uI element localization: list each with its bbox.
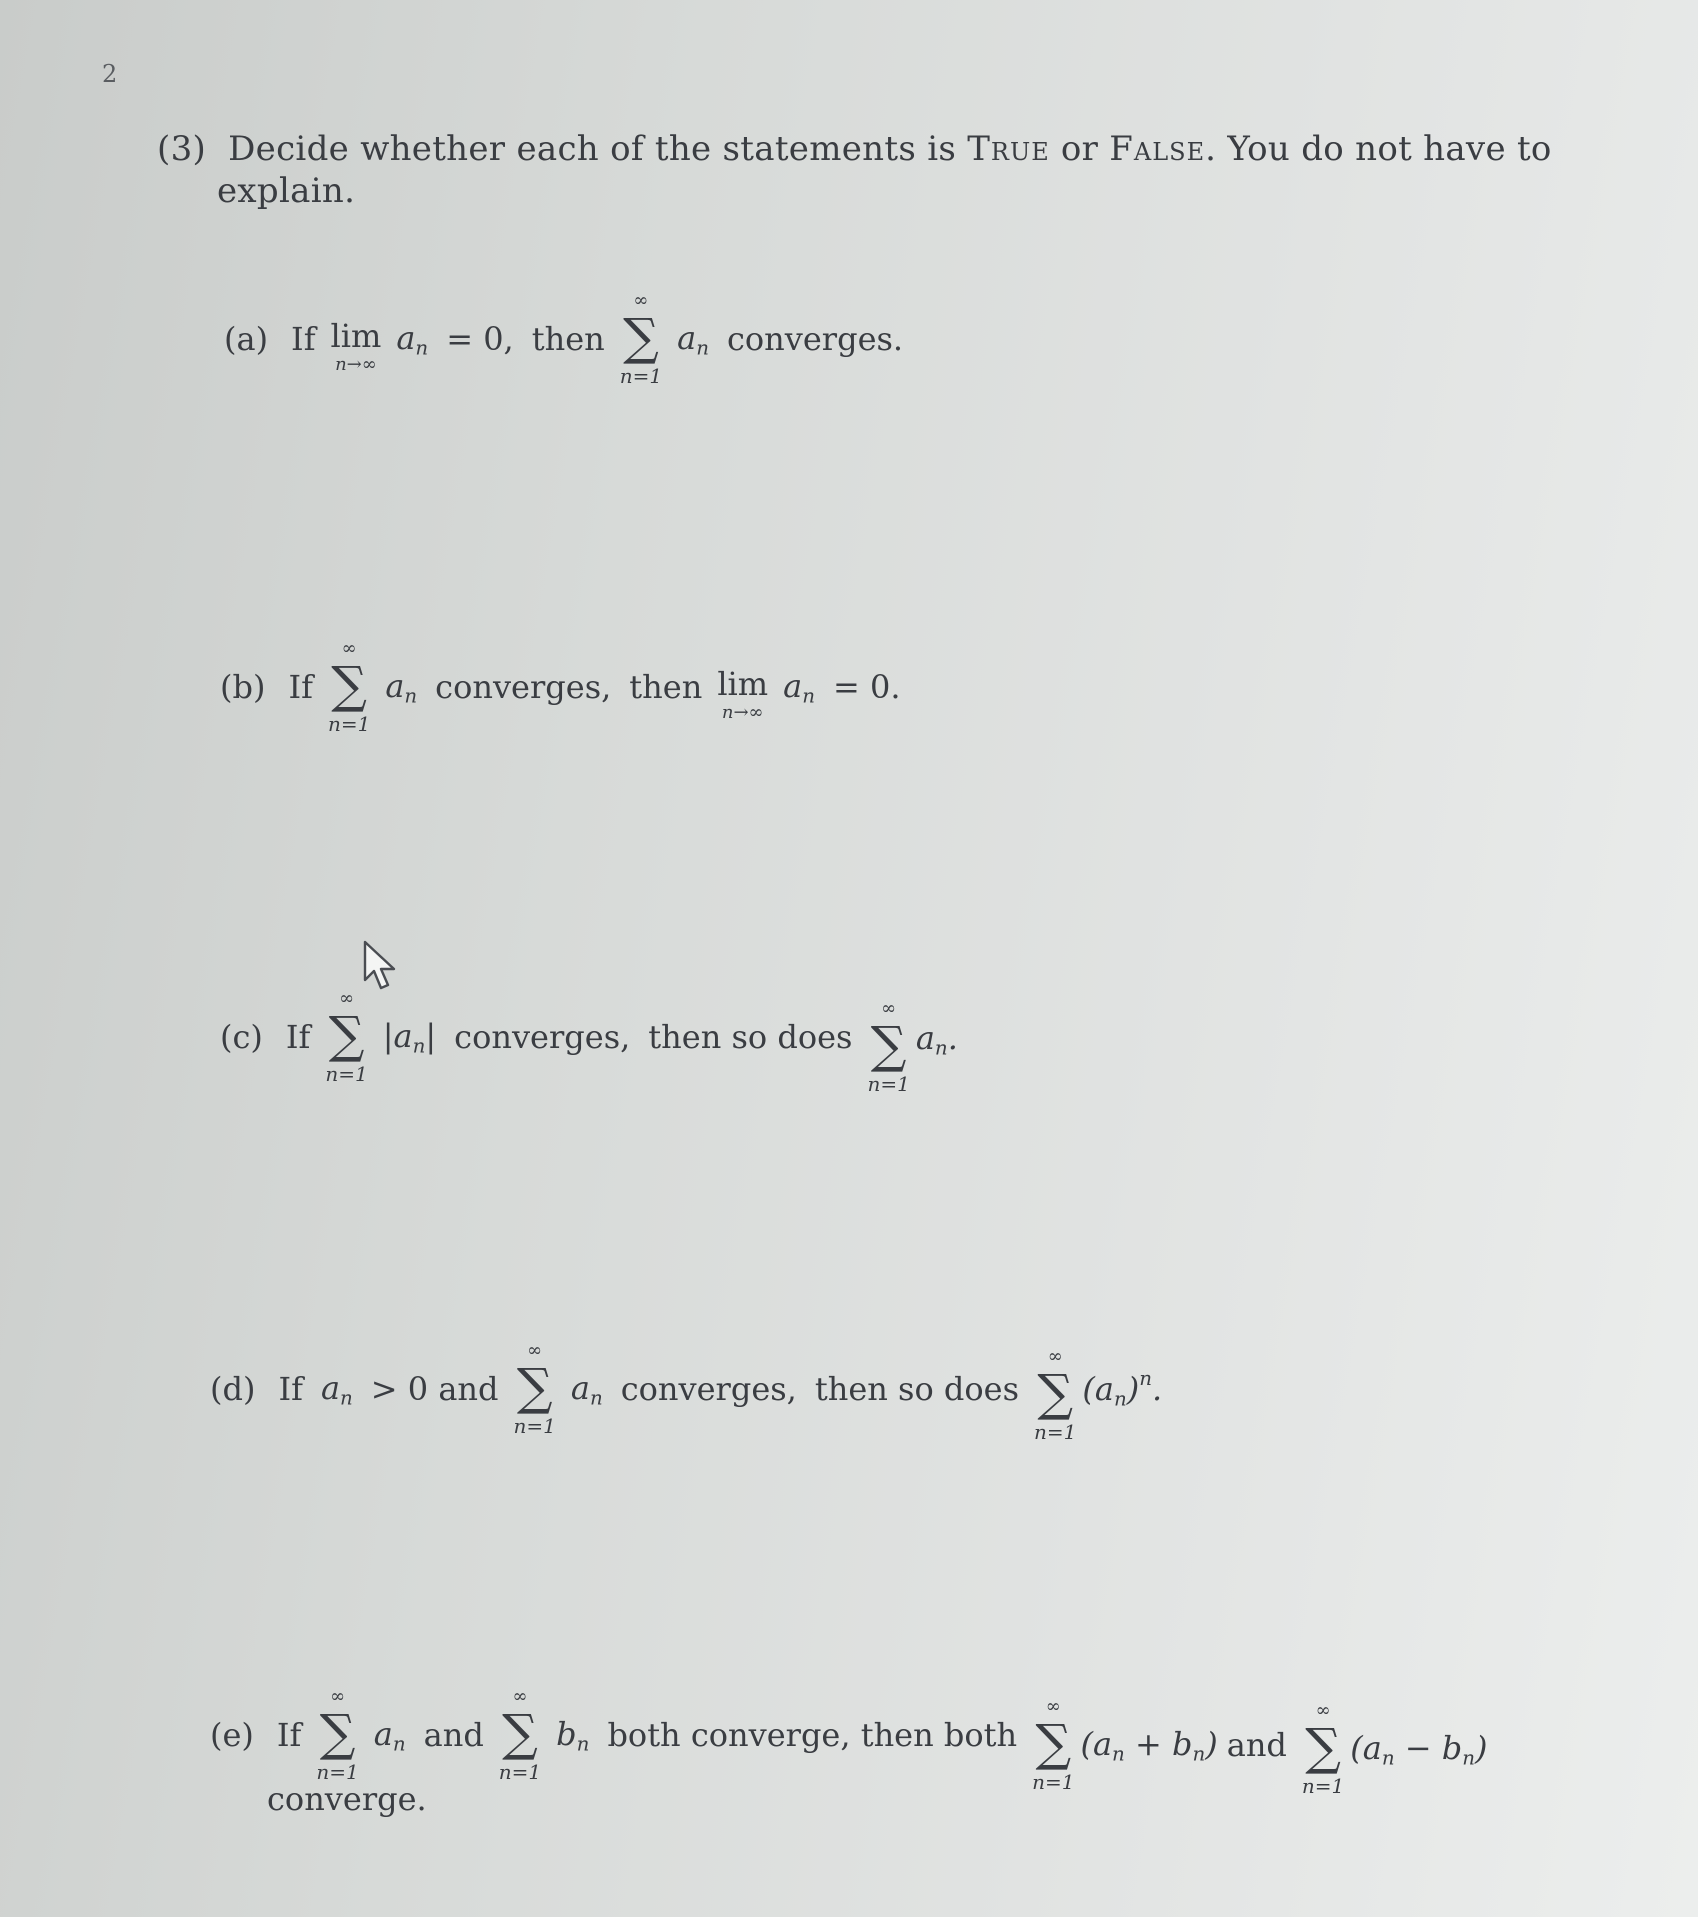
limit-operator — [717, 665, 769, 723]
question-number: (3) — [157, 129, 207, 169]
statement-label: (d) — [210, 1370, 256, 1408]
converge-word: converge. — [267, 1780, 427, 1818]
term-a-n: $a_n$ — [783, 666, 815, 708]
if-word: If — [288, 668, 313, 706]
if-word: If — [276, 1716, 302, 1754]
true-word: True — [967, 129, 1050, 169]
lim-subscript: n→∞ — [335, 354, 377, 375]
statement-label: (e) — [210, 1716, 254, 1754]
question-text-prefix: Decide whether each of the statements is — [228, 129, 957, 169]
summation-operator — [316, 1688, 358, 1782]
sigma-symbol: ∑ — [516, 1358, 553, 1416]
statement-label: (a) — [224, 320, 269, 358]
sigma-symbol: ∑ — [328, 1006, 365, 1064]
sum-upper-limit: ∞ — [1315, 1700, 1331, 1721]
term-a-n: $a_n$. — [915, 1018, 958, 1060]
converges-word: converges. — [726, 320, 904, 358]
then-so-does-phrase: then so does — [814, 1370, 1019, 1408]
sum-lower-limit: n=1 — [867, 1072, 910, 1096]
statement-a — [224, 292, 912, 386]
then-word: then — [531, 320, 605, 358]
converges-word: converges, — [620, 1370, 797, 1408]
question-text-suffix: . You do not have to — [1205, 129, 1552, 169]
term-a-n: $a_n$ — [396, 318, 429, 360]
sigma-symbol: ∑ — [331, 656, 367, 714]
term-a-n: $a_n$ — [320, 1368, 353, 1410]
sum-upper-limit: ∞ — [1045, 1696, 1061, 1717]
greater-than-zero-and: > 0 and — [370, 1370, 499, 1408]
power-term: $(a_n)^n$. — [1082, 1367, 1163, 1411]
and-word: and — [1226, 1726, 1287, 1764]
question-prompt — [157, 128, 1557, 212]
if-word: If — [278, 1370, 303, 1408]
sum-upper-limit: ∞ — [330, 1686, 346, 1707]
sum-lower-limit: n=1 — [498, 1760, 542, 1784]
converges-word: converges, — [435, 668, 612, 706]
limit-operator — [330, 317, 382, 375]
false-word: False — [1109, 129, 1206, 169]
sigma-symbol: ∑ — [1305, 1718, 1341, 1776]
sigma-symbol: ∑ — [870, 1016, 907, 1074]
sum-lower-limit: n=1 — [1301, 1774, 1345, 1798]
lim-word: lim — [330, 317, 382, 355]
term-a-n: $a_n$ — [570, 1368, 603, 1410]
converges-word: converges, — [454, 1018, 631, 1056]
page-number: 2 — [102, 60, 118, 88]
statement-e — [210, 1686, 1488, 1798]
lim-word: lim — [717, 665, 769, 703]
sum-upper-limit: ∞ — [339, 988, 355, 1009]
statement-label: (b) — [220, 668, 266, 706]
sum-upper-limit: ∞ — [512, 1686, 528, 1707]
sum-upper-limit: ∞ — [881, 998, 897, 1019]
summation-operator — [1034, 1348, 1076, 1442]
if-word: If — [285, 1018, 311, 1056]
statement-b — [220, 640, 910, 734]
question-text-suffix-2: explain. — [217, 171, 356, 211]
sum-lower-limit: n=1 — [1034, 1420, 1077, 1444]
summation-operator — [1032, 1698, 1074, 1792]
sum-lower-limit: n=1 — [619, 364, 663, 388]
absolute-term-a-n: $|a_n|$ — [382, 1016, 437, 1058]
summation-operator — [325, 990, 367, 1084]
summation-operator — [867, 1000, 909, 1094]
summation-operator — [513, 1342, 555, 1436]
and-word: and — [423, 1716, 484, 1754]
arrow-pointer-icon — [362, 940, 402, 996]
sum-upper-limit: ∞ — [341, 638, 357, 659]
sum-upper-limit: ∞ — [1047, 1346, 1063, 1367]
term-a-n: $a_n$ — [385, 666, 418, 708]
statement-c — [220, 988, 958, 1096]
summation-operator — [499, 1688, 541, 1782]
summation-operator — [620, 292, 662, 386]
or-word: or — [1060, 129, 1099, 169]
sum-upper-limit: ∞ — [527, 1340, 543, 1361]
sum-lower-limit: n=1 — [327, 712, 371, 736]
sigma-symbol: ∑ — [623, 308, 659, 366]
sigma-symbol: ∑ — [1035, 1714, 1072, 1772]
sum-term-minus: $(a_n - b_n)$ — [1350, 1728, 1488, 1770]
sigma-symbol: ∑ — [502, 1704, 538, 1762]
sigma-symbol: ∑ — [319, 1704, 356, 1762]
summation-operator — [328, 640, 370, 734]
equals-zero: = 0, — [446, 320, 514, 358]
then-word: then — [629, 668, 703, 706]
if-word: If — [291, 320, 316, 358]
statement-label: (c) — [220, 1018, 263, 1056]
sum-term-plus: $(a_n + b_n)$ — [1080, 1724, 1218, 1766]
sum-lower-limit: n=1 — [1032, 1770, 1075, 1794]
sum-lower-limit: n=1 — [325, 1062, 368, 1086]
term-a-n: $a_n$ — [373, 1714, 406, 1756]
lim-subscript: n→∞ — [721, 702, 764, 723]
term-b-n: $b_n$ — [556, 1714, 590, 1756]
equals-zero: = 0. — [832, 668, 901, 706]
summation-operator — [1302, 1702, 1344, 1796]
then-so-does-phrase: then so does — [648, 1018, 853, 1056]
sum-lower-limit: n=1 — [513, 1414, 556, 1438]
term-a-n: $a_n$ — [677, 318, 709, 360]
sum-lower-limit: n=1 — [316, 1760, 359, 1784]
sum-upper-limit: ∞ — [633, 290, 649, 311]
statement-d — [210, 1340, 1163, 1444]
both-converge-phrase: both converge, then both — [607, 1716, 1018, 1754]
sigma-symbol: ∑ — [1037, 1364, 1074, 1422]
